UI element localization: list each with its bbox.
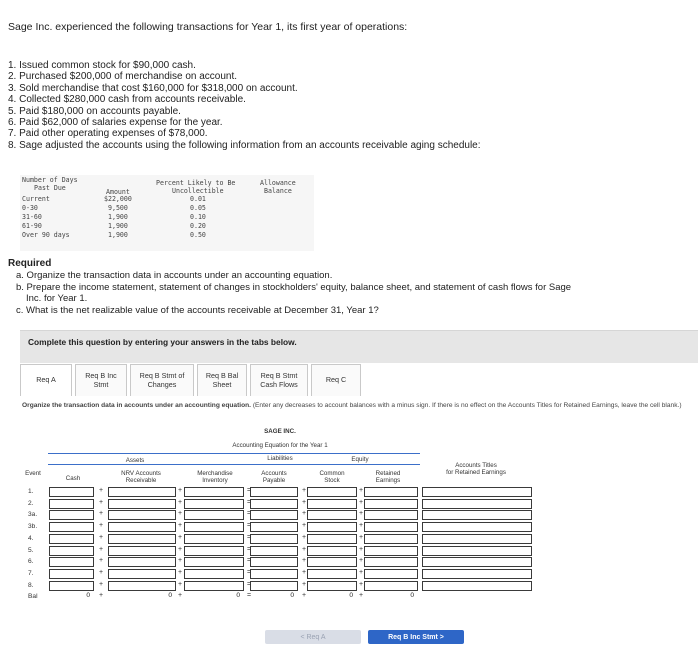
nrv-input bbox=[108, 592, 176, 602]
cash-input bbox=[49, 592, 94, 602]
aging-header-days: Number of Days bbox=[22, 176, 78, 184]
aging-pct: 0.20 bbox=[190, 222, 206, 230]
cs-input[interactable] bbox=[307, 522, 357, 532]
operator-sign: + bbox=[358, 568, 364, 576]
operator-sign: = bbox=[246, 533, 252, 541]
operator-sign: + bbox=[98, 522, 104, 530]
merch-header: Merchandise Inventory bbox=[197, 470, 233, 484]
tab-label-2: Sheet bbox=[212, 379, 232, 389]
re-input[interactable] bbox=[364, 522, 418, 532]
operator-sign: + bbox=[358, 510, 364, 518]
list-item: 6. Paid $62,000 of salaries expense for the year. bbox=[8, 117, 223, 129]
list-item: 7. Paid other operating expenses of $78,000. bbox=[8, 128, 208, 140]
event-label: 3b. bbox=[28, 523, 38, 531]
merch-input bbox=[184, 592, 244, 602]
merch-input[interactable] bbox=[184, 569, 244, 579]
nrv-header: NRV Accounts Receivable bbox=[121, 470, 161, 484]
operator-sign: + bbox=[98, 533, 104, 541]
operator-sign: + bbox=[177, 498, 183, 506]
event-label: 8. bbox=[28, 581, 34, 589]
ap-input[interactable] bbox=[250, 569, 298, 579]
operator-sign: + bbox=[177, 580, 183, 588]
tab-req-a[interactable] bbox=[20, 364, 72, 396]
aging-header-pct: Percent Likely to Be bbox=[156, 179, 236, 187]
aging-header-balance: Balance bbox=[264, 187, 292, 195]
merch-input[interactable] bbox=[184, 487, 244, 497]
aging-amount: 1,900 bbox=[108, 213, 128, 221]
operator-sign: + bbox=[177, 522, 183, 530]
aging-pct: 0.01 bbox=[190, 195, 206, 203]
operator-sign: + bbox=[301, 487, 307, 494]
operator-sign: + bbox=[98, 557, 104, 565]
operator-sign: + bbox=[358, 498, 364, 506]
aging-days: 31-60 bbox=[22, 213, 42, 221]
list-item: 1. Issued common stock for $90,000 cash. bbox=[8, 60, 196, 71]
cash-input[interactable] bbox=[49, 534, 94, 544]
operator-sign: = bbox=[246, 522, 252, 530]
aging-days: Current bbox=[22, 195, 50, 203]
required-a: a. Organize the transaction data in accounts under an accounting equation. bbox=[16, 270, 333, 281]
ap-input[interactable] bbox=[250, 581, 298, 591]
nrv-input[interactable] bbox=[108, 557, 176, 567]
aging-schedule bbox=[20, 175, 314, 251]
operator-sign: + bbox=[358, 580, 364, 588]
operator-sign: + bbox=[98, 487, 104, 494]
instructions-text bbox=[22, 402, 692, 410]
merch-input[interactable] bbox=[184, 534, 244, 544]
operator-sign: + bbox=[98, 545, 104, 553]
operator-sign: + bbox=[98, 568, 104, 576]
tab-label-2: Changes bbox=[147, 379, 177, 389]
tab-label: Req A bbox=[36, 375, 56, 385]
tab-label: Req B Stmt bbox=[260, 371, 298, 380]
aging-amount: 9,500 bbox=[108, 204, 128, 212]
nrv-balance: 0 bbox=[168, 592, 172, 600]
tab-req-b-changes[interactable] bbox=[130, 364, 194, 396]
aging-amount: $22,000 bbox=[104, 195, 132, 203]
re-input bbox=[364, 592, 418, 602]
event-label: 2. bbox=[28, 499, 34, 507]
merch-input[interactable] bbox=[184, 581, 244, 591]
nrv-input[interactable] bbox=[108, 546, 176, 556]
transaction-list bbox=[8, 60, 481, 151]
required-b-cont: Inc. for Year 1. bbox=[26, 293, 88, 304]
cash-input[interactable] bbox=[49, 499, 94, 509]
operator-sign: = bbox=[246, 510, 252, 518]
tab-label: Req B Bal bbox=[205, 371, 239, 380]
operator-sign: + bbox=[301, 580, 307, 588]
tab-label: Req C bbox=[325, 375, 347, 385]
merch-balance: 0 bbox=[236, 592, 240, 600]
cs-balance: 0 bbox=[349, 592, 353, 600]
operator-sign: + bbox=[177, 545, 183, 553]
operator-sign: + bbox=[98, 592, 104, 600]
re-input[interactable] bbox=[364, 499, 418, 509]
operator-sign: + bbox=[98, 580, 104, 588]
titles-input[interactable] bbox=[422, 581, 532, 591]
titles-input[interactable] bbox=[422, 557, 532, 567]
ap-input[interactable] bbox=[250, 534, 298, 544]
event-header: Event bbox=[25, 470, 41, 477]
company-name: SAGE INC. bbox=[264, 428, 296, 435]
tab-req-b-cash-flows[interactable] bbox=[250, 364, 308, 396]
operator-sign: = bbox=[246, 568, 252, 576]
operator-sign: + bbox=[358, 557, 364, 565]
operator-sign: + bbox=[177, 533, 183, 541]
cash-input[interactable] bbox=[49, 581, 94, 591]
operator-sign: + bbox=[301, 498, 307, 506]
cash-input[interactable] bbox=[49, 487, 94, 497]
cs-header: Common Stock bbox=[319, 470, 345, 484]
operator-sign: + bbox=[358, 522, 364, 530]
merch-input[interactable] bbox=[184, 546, 244, 556]
cs-input[interactable] bbox=[307, 581, 357, 591]
operator-sign: + bbox=[301, 522, 307, 530]
tab-label: Req B Stmt of bbox=[139, 371, 185, 380]
re-input[interactable] bbox=[364, 569, 418, 579]
cash-input[interactable] bbox=[49, 510, 94, 520]
nrv-input[interactable] bbox=[108, 581, 176, 591]
equity-header: Equity bbox=[351, 456, 369, 463]
operator-sign: + bbox=[177, 510, 183, 518]
cash-input[interactable] bbox=[49, 522, 94, 532]
required-c: c. What is the net realizable value of the accounts receivable at December 31, Year 1? bbox=[16, 305, 379, 316]
next-button[interactable]: Req B Inc Stmt > bbox=[368, 630, 464, 644]
aging-header-past-due: Past Due bbox=[34, 184, 66, 192]
titles-input[interactable] bbox=[422, 569, 532, 579]
event-label: 4. bbox=[28, 534, 34, 542]
table-subtitle: Accounting Equation for the Year 1 bbox=[232, 442, 328, 449]
operator-sign: + bbox=[301, 510, 307, 518]
aging-pct: 0.10 bbox=[190, 213, 206, 221]
operator-sign: + bbox=[98, 498, 104, 506]
ap-input bbox=[250, 592, 298, 602]
merch-input[interactable] bbox=[184, 557, 244, 567]
aging-header-pct2: Uncollectible bbox=[172, 187, 224, 195]
cs-input[interactable] bbox=[307, 546, 357, 556]
event-label: 6. bbox=[28, 558, 34, 566]
cs-input[interactable] bbox=[307, 557, 357, 567]
nrv-input[interactable] bbox=[108, 522, 176, 532]
titles-input bbox=[422, 592, 532, 602]
ap-input[interactable] bbox=[250, 522, 298, 532]
event-label: 7. bbox=[28, 569, 34, 577]
titles-header: Accounts Titles for Retained Earnings bbox=[446, 462, 506, 476]
ap-input[interactable] bbox=[250, 557, 298, 567]
aging-header-allowance: Allowance bbox=[260, 179, 296, 187]
aging-amount: 1,900 bbox=[108, 231, 128, 239]
operator-sign: = bbox=[246, 592, 252, 600]
operator-sign: + bbox=[301, 568, 307, 576]
list-item: 8. Sage adjusted the accounts using the following information from an accounts receivable aging schedule: bbox=[8, 139, 481, 151]
cash-input[interactable] bbox=[49, 546, 94, 556]
cs-input[interactable] bbox=[307, 569, 357, 579]
list-item: 4. Collected $280,000 cash from accounts receivable. bbox=[8, 94, 246, 106]
re-balance: 0 bbox=[410, 592, 414, 600]
merch-input[interactable] bbox=[184, 522, 244, 532]
cash-header: Cash bbox=[65, 475, 81, 482]
titles-input[interactable] bbox=[422, 546, 532, 556]
operator-sign: + bbox=[177, 568, 183, 576]
instructions-bold: Organize the transaction data in accounts under an accounting equation. bbox=[22, 402, 251, 409]
re-input[interactable] bbox=[364, 510, 418, 520]
tab-label-2: Stmt bbox=[93, 379, 109, 389]
titles-input[interactable] bbox=[422, 499, 532, 509]
tab-req-b-bal-sheet[interactable] bbox=[197, 364, 247, 396]
list-item: 2. Purchased $200,000 of merchandise on account. bbox=[8, 71, 238, 83]
list-item: 3. Sold merchandise that cost $160,000 for $318,000 on account. bbox=[8, 82, 298, 94]
cash-input[interactable] bbox=[49, 557, 94, 567]
aging-pct: 0.05 bbox=[190, 204, 206, 212]
event-label: 1. bbox=[28, 488, 34, 495]
merch-input[interactable] bbox=[184, 510, 244, 520]
tab-label: Req B Inc bbox=[85, 371, 117, 380]
nrv-input[interactable] bbox=[108, 510, 176, 520]
aging-pct: 0.50 bbox=[190, 231, 206, 239]
operator-sign: + bbox=[301, 545, 307, 553]
operator-sign: = bbox=[246, 557, 252, 565]
operator-sign: + bbox=[358, 545, 364, 553]
aging-days: 61-90 bbox=[22, 222, 42, 230]
cs-input bbox=[307, 592, 357, 602]
instructions-rest: (Enter any decreases to account balances with a minus sign. If there is no effect on the Accounts Titles for Retained Earnings, leave the cell blank.) bbox=[250, 402, 682, 409]
titles-input[interactable] bbox=[422, 487, 532, 497]
titles-input[interactable] bbox=[422, 510, 532, 520]
panel-text: Complete this question by entering your answers in the tabs below. bbox=[28, 337, 297, 347]
operator-sign: + bbox=[358, 592, 364, 600]
re-input[interactable] bbox=[364, 546, 418, 556]
cs-input[interactable] bbox=[307, 510, 357, 520]
operator-sign: = bbox=[246, 498, 252, 506]
liabilities-header: Liabilities bbox=[267, 455, 293, 462]
re-header: Retained Earnings bbox=[375, 470, 401, 484]
ap-balance: 0 bbox=[290, 592, 294, 600]
event-label: Bal bbox=[28, 593, 38, 601]
assets-header: Assets bbox=[125, 457, 145, 464]
ap-input[interactable] bbox=[250, 546, 298, 556]
required-title: Required bbox=[8, 258, 52, 269]
cs-input[interactable] bbox=[307, 534, 357, 544]
operator-sign: + bbox=[301, 533, 307, 541]
ap-input[interactable] bbox=[250, 487, 298, 497]
re-input[interactable] bbox=[364, 581, 418, 591]
tab-label-2: Cash Flows bbox=[260, 379, 298, 389]
aging-days: 0-30 bbox=[22, 204, 38, 212]
prev-button[interactable]: < Req A bbox=[265, 630, 361, 644]
nrv-input[interactable] bbox=[108, 499, 176, 509]
required-b: b. Prepare the income statement, statement of changes in stockholders' equity, balance sheet, and statement of cash flows for Sage bbox=[16, 282, 572, 293]
tab-req-b-inc-stmt[interactable] bbox=[75, 364, 127, 396]
event-label: 3a. bbox=[28, 511, 38, 519]
ap-input[interactable] bbox=[250, 510, 298, 520]
nrv-input[interactable] bbox=[108, 534, 176, 544]
operator-sign: + bbox=[177, 557, 183, 565]
aging-days: Over 90 days bbox=[22, 231, 70, 239]
cs-input[interactable] bbox=[307, 499, 357, 509]
aging-header-amount: Amount bbox=[106, 188, 130, 196]
aging-amount: 1,900 bbox=[108, 222, 128, 230]
event-label: 5. bbox=[28, 546, 34, 554]
operator-sign: + bbox=[358, 487, 364, 494]
merch-input[interactable] bbox=[184, 499, 244, 509]
operator-sign: + bbox=[177, 487, 183, 494]
re-input[interactable] bbox=[364, 557, 418, 567]
ap-header: Accounts Payable bbox=[261, 470, 287, 484]
intro-text: Sage Inc. experienced the following transactions for Year 1, its first year of operations: bbox=[8, 21, 408, 33]
titles-input[interactable] bbox=[422, 534, 532, 544]
operator-sign: + bbox=[98, 510, 104, 518]
cs-input[interactable] bbox=[307, 487, 357, 497]
re-input[interactable] bbox=[364, 534, 418, 544]
operator-sign: + bbox=[177, 592, 183, 600]
operator-sign: + bbox=[301, 592, 307, 600]
re-input[interactable] bbox=[364, 487, 418, 497]
nrv-input[interactable] bbox=[108, 569, 176, 579]
cash-input[interactable] bbox=[49, 569, 94, 579]
operator-sign: = bbox=[246, 487, 252, 494]
operator-sign: = bbox=[246, 580, 252, 588]
ap-input[interactable] bbox=[250, 499, 298, 509]
operator-sign: + bbox=[358, 533, 364, 541]
tab-bar bbox=[20, 364, 698, 396]
tab-req-c[interactable] bbox=[311, 364, 361, 396]
operator-sign: + bbox=[301, 557, 307, 565]
cash-balance: 0 bbox=[86, 592, 90, 600]
titles-input[interactable] bbox=[422, 522, 532, 532]
nrv-input[interactable] bbox=[108, 487, 176, 497]
list-item: 5. Paid $180,000 on accounts payable. bbox=[8, 105, 181, 117]
operator-sign: = bbox=[246, 545, 252, 553]
